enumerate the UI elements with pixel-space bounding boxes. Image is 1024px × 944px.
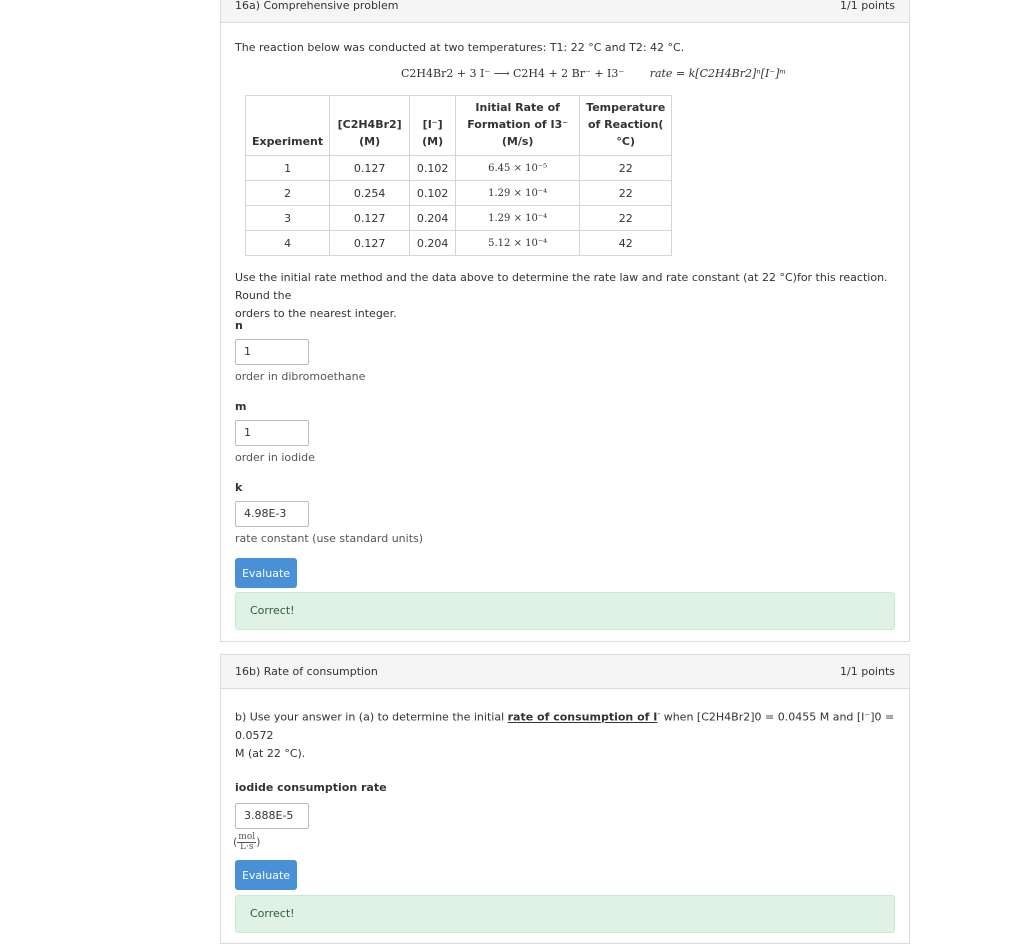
table-cell: 0.204 — [410, 206, 456, 231]
table-cell: 0.254 — [330, 181, 410, 206]
table-cell: 0.127 — [330, 206, 410, 231]
data-table — [245, 95, 672, 256]
field-label-k: k — [235, 481, 243, 494]
feedback-correct: Correct! — [235, 592, 895, 630]
question-text: b) Use your answer in (a) to determine the initial rate of consumption of I- when [C2H4Br2]0 = 0.0455 M and [I⁻]0 = 0.0572 M (at 22 °C). — [235, 709, 895, 760]
points-badge: 1/1 points — [840, 0, 895, 12]
feedback-correct: Correct! — [235, 895, 895, 933]
table-cell: 6.45 × 10⁻⁵ — [456, 156, 580, 181]
rate-law: rate = k[C2H4Br2]ⁿ[I⁻]ᵐ — [649, 67, 787, 80]
field-label-n: n — [235, 319, 243, 332]
evaluate-button[interactable]: Evaluate — [235, 558, 297, 588]
col-header: Experiment — [246, 96, 330, 156]
field-label-m: m — [235, 400, 247, 413]
table-row — [246, 231, 672, 256]
table-cell: 42 — [580, 231, 672, 256]
evaluate-button[interactable]: Evaluate — [235, 860, 297, 890]
question-title: 16a) Comprehensive problem — [235, 0, 399, 12]
table-cell: 22 — [580, 206, 672, 231]
table-header-row — [246, 96, 672, 156]
intro-text: The reaction below was conducted at two temperatures: T1: 22 °C and T2: 42 °C. — [235, 41, 685, 54]
k-hint: rate constant (use standard units) — [235, 532, 424, 545]
table-cell: 0.127 — [330, 231, 410, 256]
col-header: Initial Rate of Formation of I3⁻ (M/s) — [456, 96, 580, 156]
table-cell: 1.29 × 10⁻⁴ — [456, 181, 580, 206]
table-cell: 1 — [246, 156, 330, 181]
col-header: Temperature of Reaction( °C) — [580, 96, 672, 156]
table-cell: 1.29 × 10⁻⁴ — [456, 206, 580, 231]
points-badge: 1/1 points — [840, 665, 895, 678]
table-cell: 2 — [246, 181, 330, 206]
question-panel-16b — [220, 654, 910, 944]
table-row — [246, 181, 672, 206]
table-cell: 0.102 — [410, 156, 456, 181]
table-row — [246, 206, 672, 231]
table-cell: 5.12 × 10⁻⁴ — [456, 231, 580, 256]
table-cell: 0.127 — [330, 156, 410, 181]
panel-header — [221, 0, 909, 23]
table-cell: 0.204 — [410, 231, 456, 256]
col-header: [I⁻] (M) — [410, 96, 456, 156]
question-panel-16a — [220, 0, 910, 642]
reaction-equation: C2H4Br2 + 3 I⁻ ⟶ C2H4 + 2 Br⁻ + I3⁻ rate = k[C2H4Br2]ⁿ[I⁻]ᵐ — [401, 67, 787, 80]
question-title: 16b) Rate of consumption — [235, 665, 378, 678]
table-cell: 22 — [580, 181, 672, 206]
field-label-iodide-rate: iodide consumption rate — [235, 781, 387, 794]
iodide-rate-input[interactable]: 3.888E-5 — [235, 803, 309, 829]
unit-label: ( $\frac{\text{mol}}{L\cdot s}$ ) — [233, 832, 261, 852]
table-row — [246, 156, 672, 181]
m-hint: order in iodide — [235, 451, 315, 464]
table-cell: 22 — [580, 156, 672, 181]
n-input[interactable]: 1 — [235, 339, 309, 365]
col-header: [C2H4Br2] (M) — [330, 96, 410, 156]
n-hint: order in dibromoethane — [235, 370, 366, 383]
instruction-text: Use the initial rate method and the data above to determine the rate law and rate constant (at 22 °C)for this reaction. Round the orders to the nearest integer. — [235, 271, 888, 320]
m-input[interactable]: 1 — [235, 420, 309, 446]
table-cell: 0.102 — [410, 181, 456, 206]
k-input[interactable]: 4.98E-3 — [235, 501, 309, 527]
panel-header — [221, 655, 909, 689]
emphasis-text: rate of consumption of I — [507, 710, 658, 724]
table-cell: 4 — [246, 231, 330, 256]
table-cell: 3 — [246, 206, 330, 231]
